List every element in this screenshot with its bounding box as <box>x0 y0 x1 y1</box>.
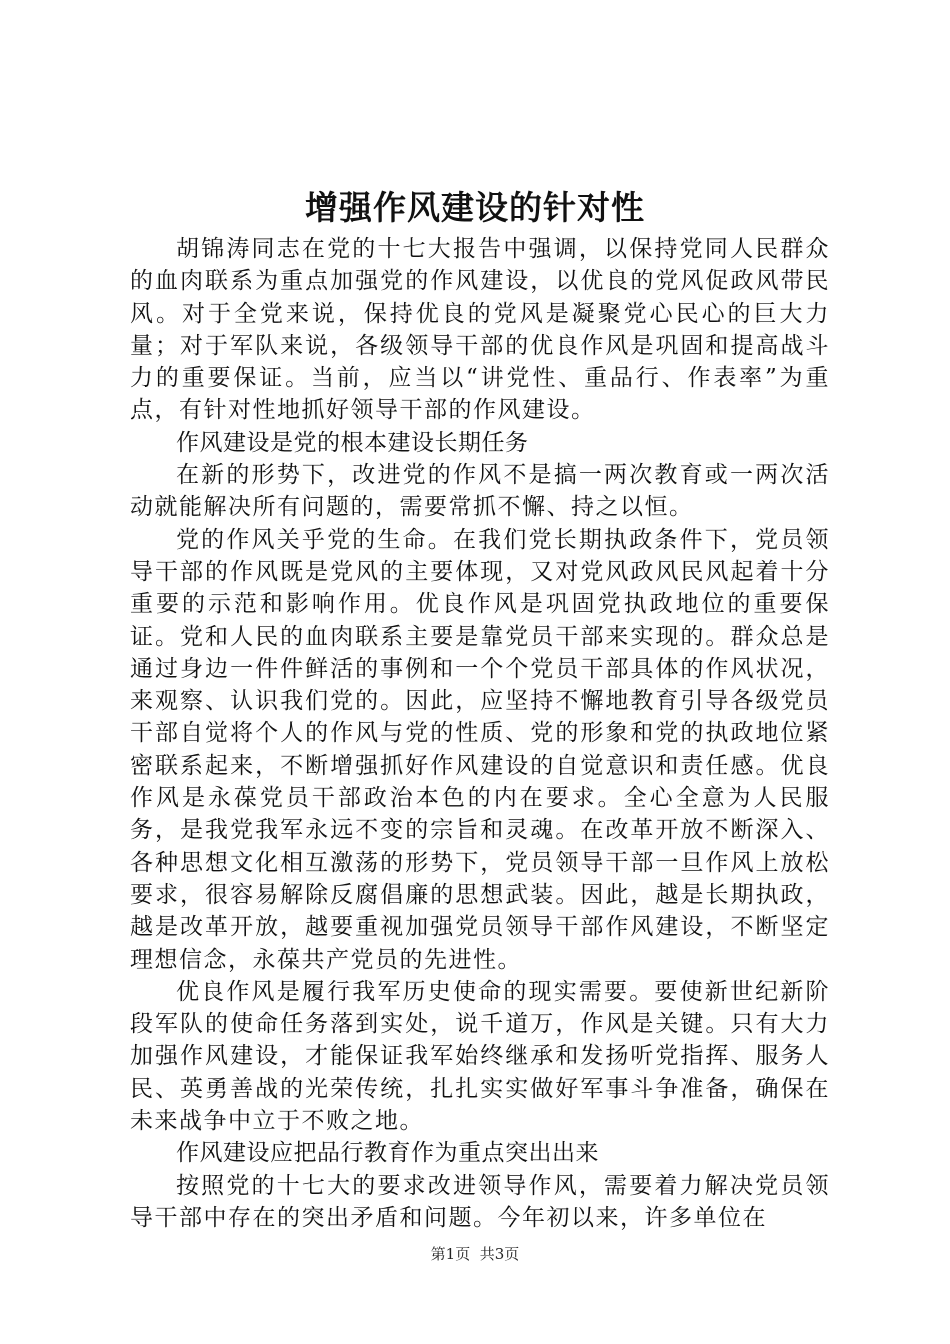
document-body <box>130 233 830 1234</box>
paragraph-4: 优良作风是履行我军历史使命的现实需要。要使新世纪新阶段军队的使命任务落到实处，说千道万，作风是关键。只有大力加强作风建设，才能保证我军始终继承和发扬听党指挥、服务人民、英勇善战的光荣传统，扎扎实实做好军事斗争准备，确保在未来战争中立于不败之地。 <box>130 978 830 1135</box>
paragraph-3: 党的作风关乎党的生命。在我们党长期执政条件下，党员领导干部的作风既是党风的主要体现，又对党风政风民风起着十分重要的示范和影响作用。优良作风是巩固党执政地位的重要保证。党和人民的血肉联系主要是靠党员干部来实现的。群众总是通过身边一件件鲜活的事例和一个个党员干部具体的作风状况，来观察、认识我们党的。因此，应坚持不懈地教育引导各级党员干部自觉将个人的作风与党的性质、党的形象和党的执政地位紧密联系起来，不断增强抓好作风建设的自觉意识和责任感。优良作风是永葆党员干部政治本色的内在要求。全心全意为人民服务，是我党我军永远不变的宗旨和灵魂。在改革开放不断深入、各种思想文化相互激荡的形势下，党员领导干部一旦作风上放松要求，很容易解除反腐倡廉的思想武装。因此，越是长期执政，越是改革开放，越要重视加强党员领导干部作风建设，不断坚定理想信念，永葆共产党员的先进性。 <box>130 526 830 973</box>
document-title: 增强作风建设的针对性 <box>305 188 645 227</box>
footer-spacer <box>470 1245 480 1263</box>
paragraph-2: 在新的形势下，改进党的作风不是搞一两次教育或一两次活动就能解决所有问题的，需要常抓不懈、持之以恒。 <box>130 462 830 521</box>
paragraph-6: 按照党的十七大的要求改进领导作风，需要着力解决党员领导干部中存在的突出矛盾和问题。今年初以来，许多单位在 <box>130 1172 830 1231</box>
page-footer <box>0 1244 950 1264</box>
page-number: 第1页 <box>430 1245 471 1263</box>
page-total: 共3页 <box>479 1245 520 1263</box>
paragraph-intro: 胡锦涛同志在党的十七大报告中强调，以保持党同人民群众的血肉联系为重点加强党的作风建设，以优良的党风促政风带民风。对于全党来说，保持优良的党风是凝聚党心民心的巨大力量；对于军队来说，各级领导干部的优良作风是巩固和提高战斗力的重要保证。当前，应当以“讲党性、重品行、作表率”为重点，有针对性地抓好领导干部的作风建设。 <box>130 236 830 424</box>
section-heading-2: 作风建设应把品行教育作为重点突出出来 <box>176 1140 599 1167</box>
section-heading-1: 作风建设是党的根本建设长期任务 <box>176 429 529 456</box>
